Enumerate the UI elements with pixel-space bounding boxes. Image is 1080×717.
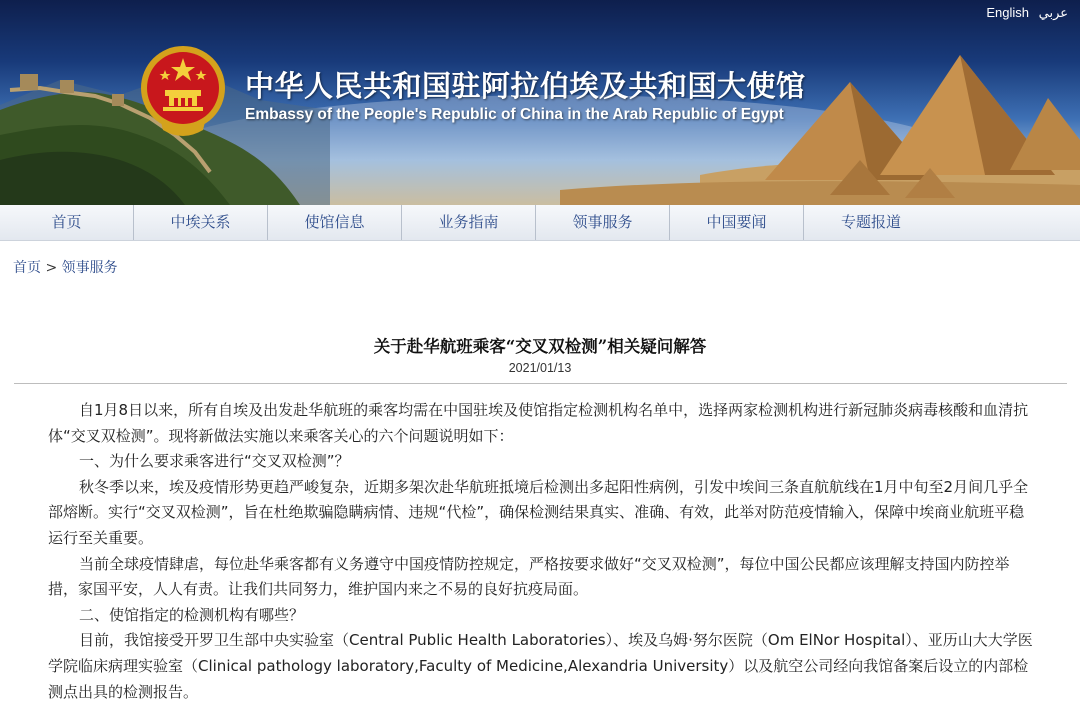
- article-body: [48, 398, 1038, 705]
- breadcrumb-current-link[interactable]: 领事服务: [61, 260, 118, 276]
- article-section-heading: 二、使馆指定的检测机构有哪些？: [79, 605, 305, 624]
- breadcrumb-separator: >: [41, 260, 62, 276]
- nav-item-china-news[interactable]: 中国要闻: [670, 205, 804, 240]
- site-title-chinese: 中华人民共和国驻阿拉伯埃及共和国大使馆: [245, 69, 806, 103]
- article-date: 2021/01/13: [508, 361, 572, 375]
- title-divider: [14, 383, 1067, 384]
- nav-item-special-reports[interactable]: 专题报道: [840, 213, 901, 231]
- national-emblem-icon: [139, 44, 227, 140]
- nav-item-service-guide[interactable]: 业务指南: [402, 205, 536, 240]
- header-banner: [0, 0, 1080, 205]
- article-title: 关于赴华航班乘客“交叉双检测”相关疑问解答: [373, 337, 707, 356]
- breadcrumb: [13, 257, 118, 277]
- nav-item-consular-services[interactable]: 领事服务: [536, 205, 670, 240]
- breadcrumb-home-link[interactable]: 首页: [13, 260, 41, 276]
- article-section-heading: 一、为什么要求乘客进行“交叉双检测”？: [79, 452, 350, 471]
- lang-arabic-link[interactable]: عربي: [1038, 5, 1068, 20]
- nav-item-china-egypt-relations[interactable]: 中埃关系: [134, 205, 268, 240]
- article-paragraph: 自1月8日以来，所有自埃及出发赴华航班的乘客均需在中国驻埃及使馆指定检测机构名单中，选择两家检测机构进行新冠肺炎病毒核酸和血清抗体“交叉双检测”。现将新做法实施以来乘客关心的六个问题说明如下：: [48, 401, 1029, 445]
- article-paragraph: 秋冬季以来，埃及疫情形势更趋严峻复杂，近期多架次赴华航班抵境后检测出多起阳性病例，引发中埃间三条直航航线在1月中旬至2月间几乎全部熔断。实行“交叉双检测”，旨在杜绝欺骗隐瞒病情、违规“代检”，确保检测结果真实、准确、有效，此举对防范疫情输入，保障中埃商业航班平稳运行至关重要。: [48, 477, 1029, 547]
- main-nav: [0, 205, 1080, 241]
- nav-item-home[interactable]: 首页: [0, 205, 134, 240]
- article-paragraph: 目前，我馆接受开罗卫生部中央实验室（Central Public Health Laboratories）、埃及乌姆·努尔医院（Om ElNor Hospital）、亚历山大大学医学院临床病理实验室（Clinical pathology laboratory,Faculty of Medicine,Alexandria University）以及航空公司经向我馆备案后设立的内部检测点出具的检测报告。: [48, 631, 1033, 701]
- language-switcher: [980, 5, 1068, 21]
- site-title-english: Embassy of the People's Republic of China in the Arab Republic of Egypt: [245, 106, 784, 123]
- article-paragraph: 当前全球疫情肆虐，每位赴华乘客都有义务遵守中国疫情防控规定，严格按要求做好“交叉双检测”，每位中国公民都应该理解支持国内防控举措，家国平安，人人有责。让我们共同努力，维护国内来之不易的良好抗疫局面。: [48, 554, 1010, 599]
- nav-item-embassy-info[interactable]: 使馆信息: [268, 205, 402, 240]
- lang-english-link[interactable]: English: [986, 5, 1029, 20]
